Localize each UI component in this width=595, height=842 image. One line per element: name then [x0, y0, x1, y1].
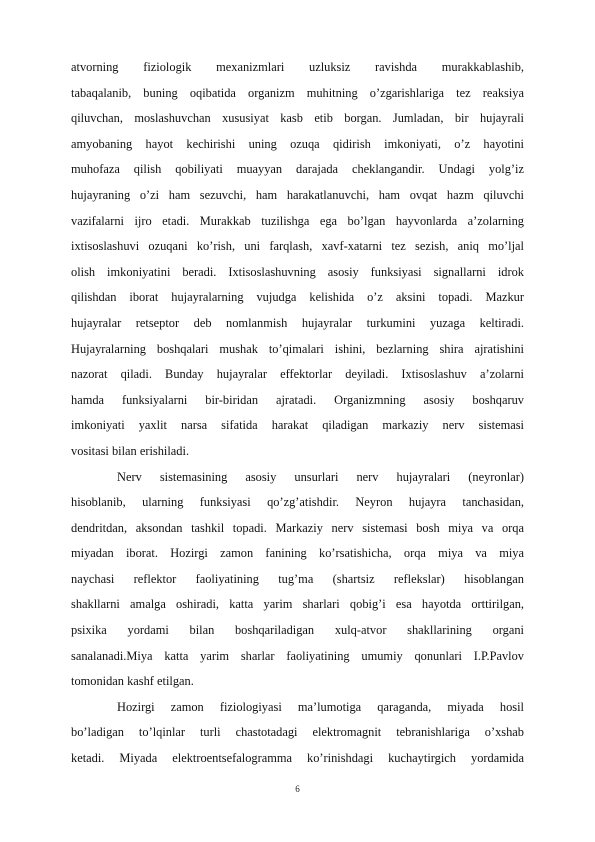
page-number: 6	[295, 784, 300, 794]
text-line: Nerv sistemasining asosiy unsurlari nerv hujayralari (neyronlar)	[117, 469, 524, 484]
text-line: qilishdan iborat hujayralarning vujudga kelishida o’z aksini topadi. Mazkur	[71, 290, 524, 305]
paragraph-2	[71, 465, 524, 695]
text-line: olish imkoniyatini beradi. Ixtisoslashuvning asosiy funksiyasi signallarni idrok	[71, 264, 524, 279]
text-line: atvorning fiziologik mexanizmlari uzluksiz ravishda murakkablashib,	[71, 60, 524, 74]
text-line: nazorat qiladi. Bunday hujayralar effektorlar deyiladi. Ixtisoslashuv a’zolarni	[71, 367, 524, 382]
text-line: sanalanadi.Miya katta yarim sharlar faoliyatining umumiy qonunlari I.P.Pavlov	[71, 648, 524, 663]
text-line: psixika yordami bilan boshqariladigan xulq-atvor shakllarining organi	[71, 623, 524, 638]
text-line: hamda funksiyalarni bir-biridan ajratadi. Organizmning asosiy boshqaruv	[71, 392, 524, 407]
text-line: hujayraning o’zi ham sezuvchi, ham harakatlanuvchi, ham ovqat hazm qiluvchi	[71, 187, 524, 202]
text-line: ketadi. Miyada elektroentsefalogramma ko’rinishdagi kuchaytirgich yordamida	[71, 751, 524, 766]
text-line: vositasi bilan erishiladi.	[71, 443, 190, 458]
text-line: hisoblanib, ularning funksiyasi qo’zg’atishdir. Neyron hujayra tanchasidan,	[71, 495, 524, 510]
text-line: qiluvchan, moslashuvchan xususiyat kasb etib borgan. Jumladan, bir hujayrali	[71, 111, 524, 126]
text-line: bo’ladigan to’lqinlar turli chastotadagi elektromagnit tebranishlariga o’xshab	[71, 725, 524, 740]
text-line: shakllarni amalga oshiradi, katta yarim sharlari qobig’i esa hayotda orttirilgan,	[71, 597, 524, 612]
document-body	[71, 55, 524, 772]
text-line: tabaqalanib, buning oqibatida organizm muhitning o’zgarishlariga tez reaksiya	[71, 85, 524, 100]
text-line: ixtisoslashuvi ozuqani ko’rish, uni farqlash, xavf-xatarni tez sezish, aniq mo’ljal	[71, 239, 524, 254]
text-line: hujayralar retseptor deb nomlanmish hujayralar turkumini yuzaga keltiradi.	[71, 315, 524, 330]
paragraph-1	[71, 55, 524, 465]
text-line: amyobaning hayot kechirishi uning ozuqa qidirish imkoniyati, o’z hayotini	[71, 136, 524, 151]
text-line: tomonidan kashf etilgan.	[71, 674, 194, 689]
text-line: Hozirgi zamon fiziologiyasi ma’lumotiga qaraganda, miyada hosil	[117, 699, 524, 714]
paragraph-3	[71, 695, 524, 772]
text-line: vazifalarni ijro etadi. Murakkab tuzilishga ega bo’lgan hayvonlarda a’zolarning	[71, 213, 524, 228]
text-line: dendritdan, aksondan tashkil topadi. Markaziy nerv sistemasi bosh miya va orqa	[71, 520, 524, 535]
text-line: miyadan iborat. Hozirgi zamon fanining ko’rsatishicha, orqa miya va miya	[71, 546, 524, 561]
text-line: muhofaza qilish qobiliyati muayyan darajada cheklangandir. Undagi yolg’iz	[71, 162, 524, 177]
text-line: imkoniyati yaxlit narsa sifatida harakat qiladigan markaziy nerv sistemasi	[71, 418, 524, 433]
text-line: naychasi reflektor faoliyatining tug’ma (shartsiz reflekslar) hisoblangan	[71, 571, 524, 586]
text-line: Hujayralarning boshqalari mushak to’qimalari ishini, bezlarning shira ajratishini	[71, 341, 524, 356]
